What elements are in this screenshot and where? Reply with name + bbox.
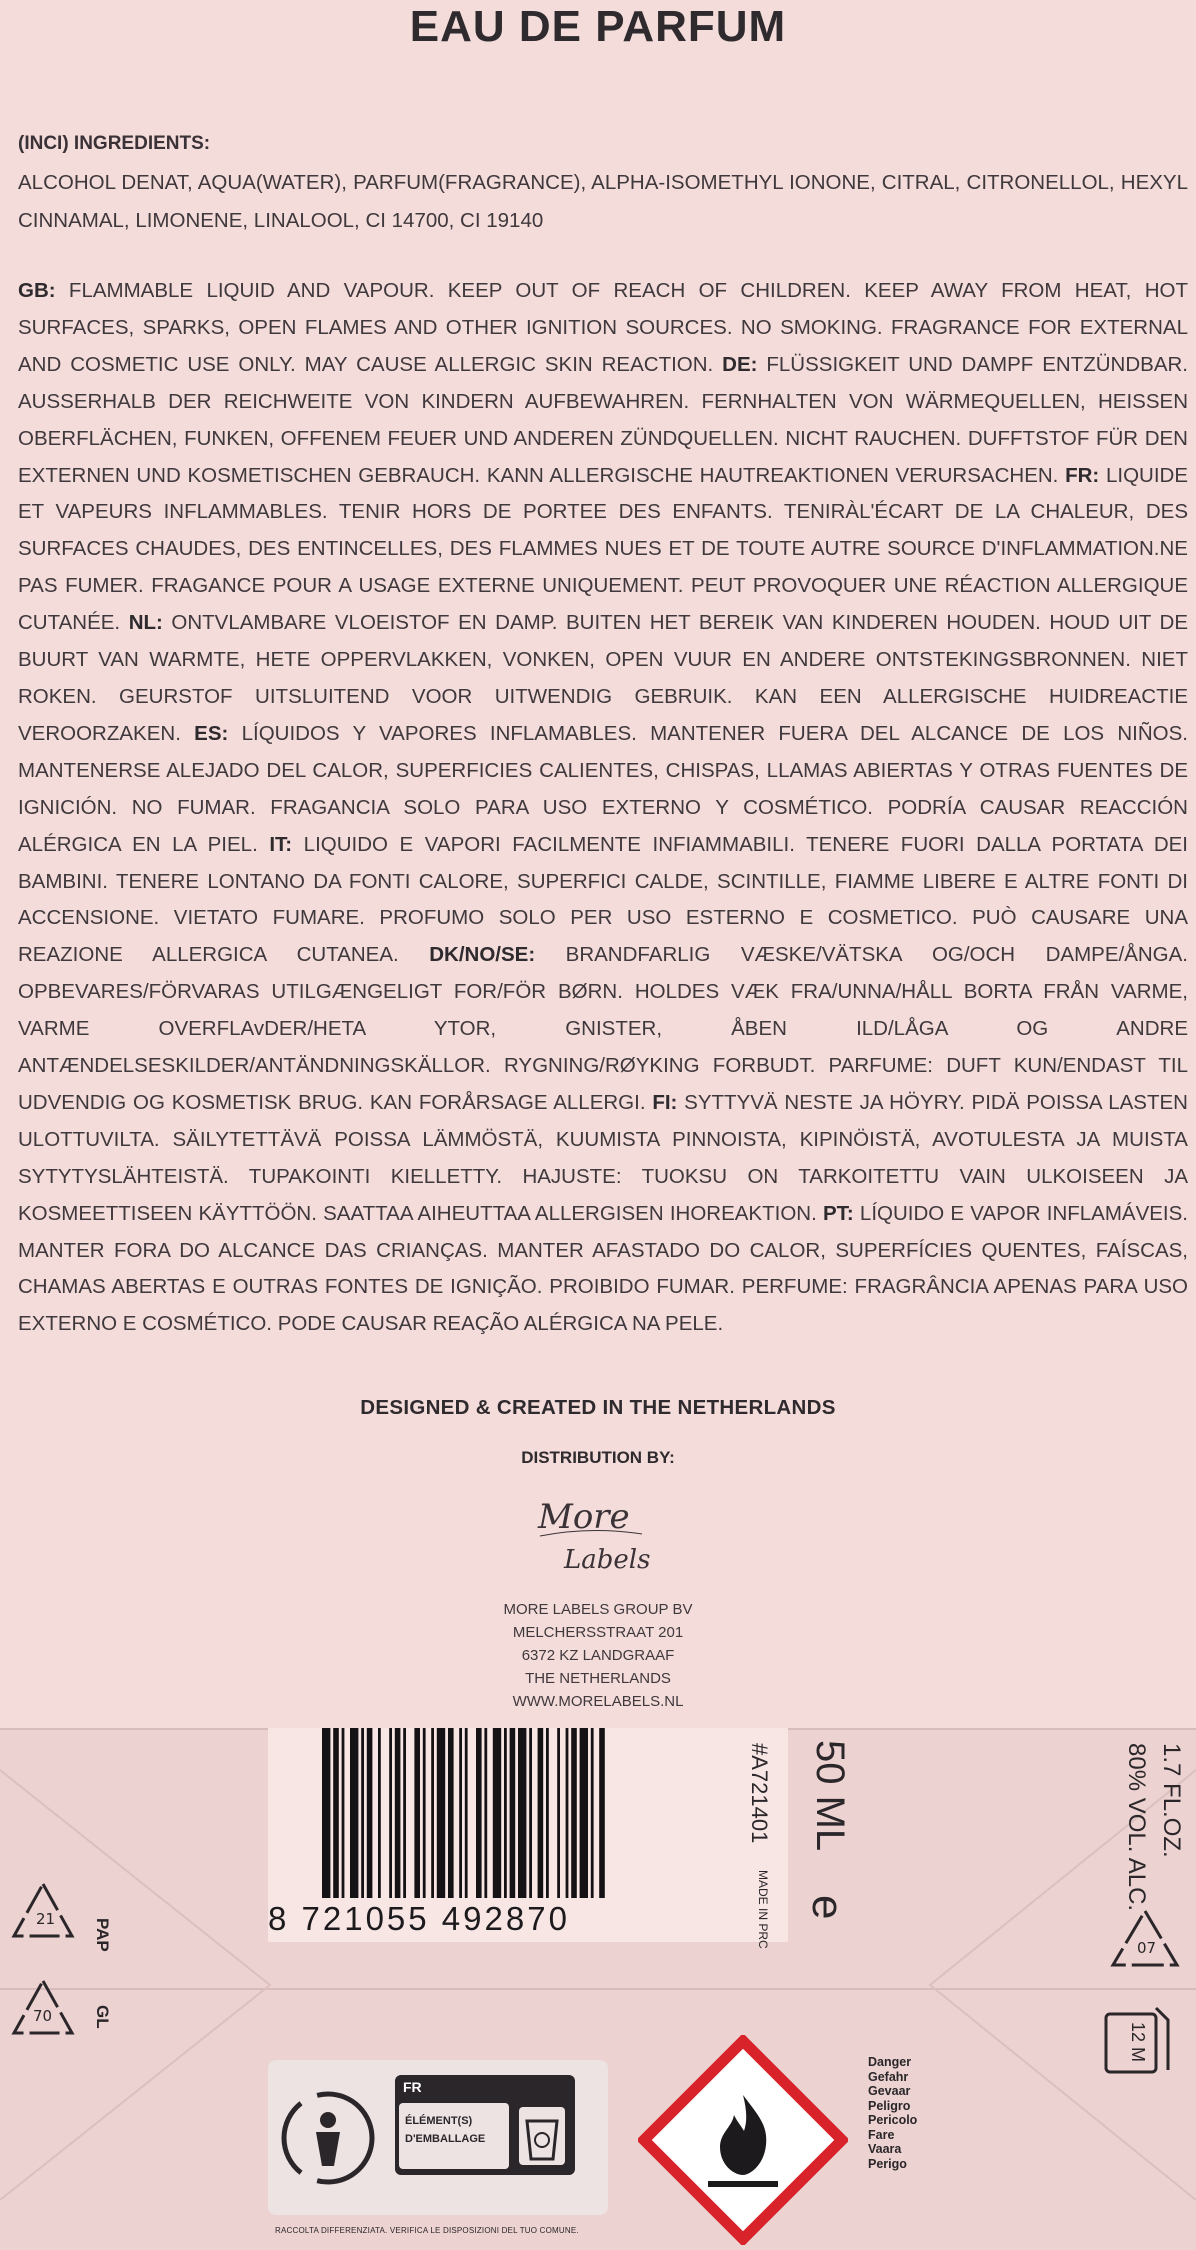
danger-word: Perigo (868, 2156, 907, 2171)
pao-label: 12 M (1128, 2022, 1148, 2063)
ingredients-heading: (INCI) INGREDIENTS: (18, 133, 211, 154)
warning-code: DE: (722, 352, 758, 376)
warning-code: FR: (1065, 463, 1100, 487)
danger-word: Gefahr (868, 2069, 909, 2084)
barcode-bar (538, 1728, 544, 1898)
warning-code: PT: (822, 1201, 854, 1225)
raccolta-text: RACCOLTA DIFFERENZIATA. VERIFICA LE DISPOSIZIONI DEL TUO COMUNE. (275, 2226, 579, 2235)
warning-text: LÍQUIDO E VAPOR INFLAMÁVEIS. MANTER FORA DO ALCANCE DAS CRIANÇAS. MANTER AFASTADO DO CALOR, SUPERFÍCIES QUENTES, FAÍSCAS, CHAMAS ABERTAS E OUTRAS FONTES DE IGNIÇÃO. PROIBIDO FUMAR. PERFUME: FRAGRÂNCIA APENAS PARA USO EXTERNO E COSMÉTICO. PODE CAUSAR REAÇÃO ALÉRGICA NA PELE. (18, 1201, 1189, 1336)
address-line: 6372 KZ LANDGRAAF (521, 1647, 675, 1664)
barcode-bar (333, 1728, 339, 1898)
barcode-bar (389, 1728, 392, 1898)
distribution-heading: DISTRIBUTION BY: (521, 1448, 675, 1467)
warning-text: SYTTYVÄ NESTE JA HÖYRY. PIDÄ POISSA LASTEN ULOTTUVILTA. SÄILYTETTÄVÄ POISSA LÄMMÖSTÄ, KUUMISTA PINNOISTA, KIPINÖISTÄ, AVOTULESTA JA MUISTA SYTYTYSLÄHTEISTÄ. TUPAKOINTI KIELLETTY. HAJUSTE: TUOKSU ON TARKOITETTU VAIN ULKOISEEN JA KOSMEETTISEEN KÄYTTÖÖN. SAATTAA AIHEUTTAA ALLERGISEN IHOREAKTION. (18, 1090, 1188, 1225)
warning-text: LIQUIDO E VAPORI FACILMENTE INFIAMMABILI. TENERE FUORI DALLA PORTATA DEI BAMBINI. TENERE LONTANO DA FONTI CALORE, SUPERFICI CALDE, SCINTILLE, FIAMME LIBERE E ALTRE FONTI DI ACCENSIONE. VIETATO FUMARE. PROFUMO SOLO PER USO ESTERNO E COSMETICO. PUÒ CAUSARE UNA REAZIONE ALLERGICA CUTANEA. (18, 832, 1188, 967)
barcode (318, 1728, 703, 1908)
danger-word: Pericolo (868, 2113, 918, 2127)
barcode-bar (566, 1728, 569, 1898)
danger-word: Danger (868, 2055, 912, 2069)
barcode-bar (476, 1728, 482, 1898)
glass-recycling-icon (8, 1975, 78, 2051)
warning-code: DK/NO/SE: (429, 943, 536, 967)
warning-code: IT: (269, 832, 293, 856)
danger-word: Fare (868, 2127, 895, 2142)
barcode-bar (395, 1728, 401, 1898)
address-line: MORE LABELS GROUP BV (503, 1601, 693, 1618)
barcode-bar (322, 1728, 330, 1898)
more-labels-logo (530, 1480, 660, 1590)
warning-text: FLÜSSIGKEIT UND DAMPF ENTZÜNDBAR. AUSSERHALB DER REICHWEITE VON KINDERN AUFBEWAHREN. FERNHALTEN VON WÄRMEQUELLEN, HEISSEN OBERFLÄCHEN, FUNKEN, OFFENEM FEUER UND ANDEREN ZÜNDQUELLEN. NICHT RAUCHEN. DUFFTSTOF FÜR DEN EXTERNEN UND KOSMETISCHEN GEBRAUCH. KANN ALLERGISCHE HAUTREAKTIONEN VERURSACHEN. (18, 352, 1189, 487)
logo-line-1: More (538, 1497, 630, 1537)
barcode-number: 8 721055 492870 (268, 1900, 570, 1937)
barcode-bar (342, 1728, 345, 1898)
barcode-bar (367, 1728, 373, 1898)
warning-text: LIQUIDE ET VAPEURS INFLAMMABLES. TENIR HORS DE PORTEE DES ENFANTS. TENIRÀL'ÉCART DE LA CHALEUR, DES SURFACES CHAUDES, DES ENTINCELLES, DES FLAMMES NUES ET DE TOUTE AUTRE SOURCE D'INFLAMMATION.NE PAS FUMER. FRAGANCE POUR A USAGE EXTERNE UNIQUEMENT. PEUT PROVOQUER UNE RÉACTION ALLERGIQUE CUTANÉE. (18, 463, 1188, 635)
right-recycling-number: 07 (1137, 1939, 1157, 1957)
barcode-bar (448, 1728, 454, 1898)
danger-word: Gevaar (868, 2084, 911, 2098)
triman-text-1: ÉLÉMENT(S) (405, 2115, 473, 2127)
barcode-bar (431, 1728, 434, 1898)
page-title: EAU DE PARFUM (409, 2, 787, 51)
barcode-bar (437, 1728, 445, 1898)
warning-text: FLAMMABLE LIQUID AND VAPOUR. KEEP OUT OF REACH OF CHILDREN. KEEP AWAY FROM HEAT, HOT SURFACES, SPARKS, OPEN FLAMES AND OTHER IGNITION SOURCES. NO SMOKING. FRAGRANCE FOR EXTERNAL AND COSMETIC USE ONLY. MAY CAUSE ALLERGIC SKIN REACTION. (18, 279, 1188, 376)
warning-code: ES: (194, 721, 229, 745)
warnings-text (18, 273, 1188, 1343)
designed-in: DESIGNED & CREATED IN THE NETHERLANDS (360, 1396, 836, 1419)
warning-code: FI: (652, 1090, 678, 1114)
barcode-bar (459, 1728, 462, 1898)
net-volume: 50 ML (808, 1740, 852, 1852)
barcode-bar (493, 1728, 501, 1898)
address-line: THE NETHERLANDS (525, 1670, 671, 1687)
gl-label: GL (93, 2005, 112, 2029)
triman-country: FR (403, 2079, 422, 2095)
barcode-bar (361, 1728, 364, 1898)
barcode-bar (403, 1728, 406, 1898)
warning-code: NL: (128, 611, 163, 635)
flammable-hazard-icon (638, 2035, 848, 2245)
barcode-bar (580, 1728, 588, 1898)
barcode-bar (378, 1728, 381, 1898)
barcode-bar (571, 1728, 577, 1898)
ingredients-text: ALCOHOL DENAT, AQUA(WATER), PARFUM(FRAGRANCE), ALPHA-ISOMETHYL IONONE, CITRAL, CITRONELLOL, HEXYL CINNAMAL, LIMONENE, LINALOOL, CI 14700, CI 19140 (18, 171, 1188, 232)
info-tri-box (395, 2075, 575, 2175)
pap-recycling-icon (8, 1878, 78, 1954)
logo-line-2: Labels (564, 1545, 651, 1575)
triman-text-2: D'EMBALLAGE (405, 2133, 486, 2145)
warning-text: LÍQUIDOS Y VAPORES INFLAMABLES. MANTENER FUERA DEL ALCANCE DE LOS NIÑOS. MANTENERSE ALEJADO DEL CALOR, SUPERFICIES CALIENTES, CHISPAS, LLAMAS ABIERTAS Y OTRAS FUENTES DE IGNICIÓN. NO FUMAR. FRAGANCIA SOLO PARA USO EXTERNO Y COSMÉTICO. PODRÍA CAUSAR REACCIÓN ALÉRGICA EN LA PIEL. (18, 721, 1188, 856)
fl-oz: 1.7 FL.OZ. (1158, 1743, 1185, 1858)
address-line: WWW.MORELABELS.NL (512, 1693, 684, 1710)
danger-words (868, 2055, 917, 2171)
barcode-bar (465, 1728, 468, 1898)
made-in: MADE IN PRC (756, 1870, 770, 1949)
pap-number: 21 (36, 1910, 56, 1928)
barcode-bar (591, 1728, 594, 1898)
gl-number: 70 (33, 2007, 53, 2025)
barcode-bar (484, 1728, 487, 1898)
triman-element-box (399, 2103, 509, 2169)
distributor-address (0, 1598, 1196, 1713)
barcode-bar (350, 1728, 358, 1898)
danger-word: Vaara (868, 2142, 902, 2156)
barcode-bar (529, 1728, 532, 1898)
barcode-bar (557, 1728, 560, 1898)
pap-label: PAP (93, 1918, 112, 1952)
bin-icon (515, 2103, 569, 2169)
product-code: #A721401 (747, 1743, 772, 1844)
barcode-bar (599, 1728, 605, 1898)
barcode-bar (414, 1728, 420, 1898)
barcode-bar (423, 1728, 426, 1898)
alcohol-volume: 80% VOL. ALC. (1123, 1743, 1150, 1912)
warning-code: GB: (18, 279, 56, 302)
barcode-bar (546, 1728, 549, 1898)
warning-text: BRANDFARLIG VÆSKE/VÄTSKA OG/OCH DAMPE/ÅNGA. OPBEVARES/FÖRVARAS UTILGÆNGELIGT FOR/FÖR BØRN. HOLDES VÆK FRA/UNNA/HÅLL BORTA FRÅN VARME, VARME OVERFLAvDER/HETA YTOR, GNISTER, ÅBEN ILD/LÅGA OG ANDRE ANTÆNDELSESKILDER/ANTÄNDNINGSKÄLLOR. RYGNING/RØYKING FORBUDT. PARFUME: DUFT KUN/ENDAST TIL UDVENDIG OG KOSMETISK BRUG. KAN FORÅRSAGE ALLERGI. (18, 943, 1188, 1114)
barcode-bar (510, 1728, 516, 1898)
estimated-sign-icon: e (803, 1895, 852, 1920)
warning-text: ONTVLAMBARE VLOEISTOF EN DAMP. BUITEN HET BEREIK VAN KINDEREN HOUDEN. HOUD UIT DE BUURT VAN WARMTE, HETE OPPERVLAKKEN, VONKEN, OPEN VUUR EN ANDERE ONTSTEKINGSBRONNEN. NIET ROKEN. GEURSTOF UITSLUITEND VOOR UITWENDIG GEBRUIK. KAN EEN ALLERGISCHE HUIDREACTIE VEROORZAKEN. (18, 611, 1188, 745)
barcode-bar (518, 1728, 526, 1898)
barcode-bar (504, 1728, 507, 1898)
address-line: MELCHERSSTRAAT 201 (512, 1624, 684, 1641)
right-recycling-icon (1105, 1905, 1185, 1981)
triman-icon (278, 2088, 378, 2188)
danger-word: Peligro (868, 2098, 911, 2113)
